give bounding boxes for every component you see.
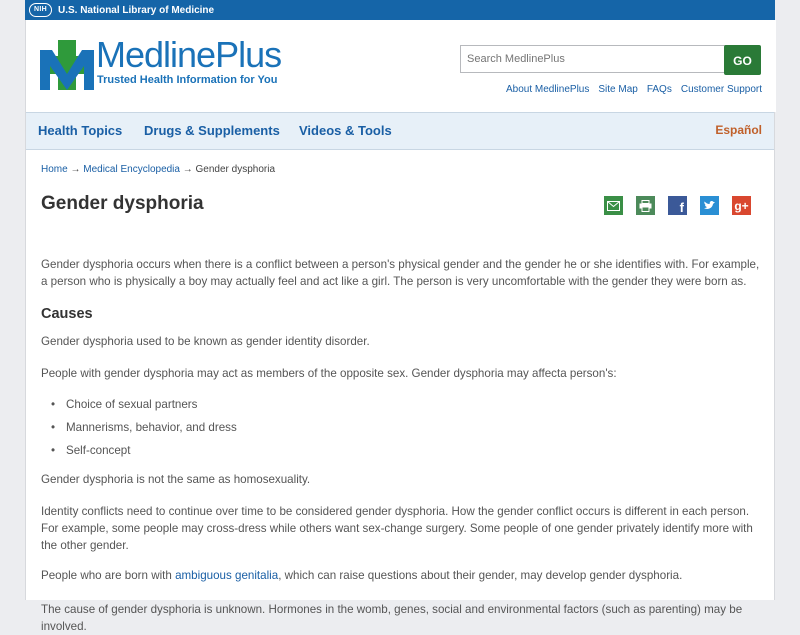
causes-heading: Causes [41, 306, 93, 322]
text: , which can raise questions about their gender, may develop gender dysphoria. [278, 569, 683, 582]
breadcrumb-separator: → [70, 164, 81, 175]
ambiguous-genitalia-link[interactable]: ambiguous genitalia [175, 569, 279, 582]
nlm-label[interactable]: U.S. National Library of Medicine [57, 4, 215, 16]
facebook-icon[interactable]: f [668, 196, 687, 215]
paragraph: The cause of gender dysphoria is unknown. Hormones in the womb, genes, social and environmental factors (such as parenting) may be involved. [41, 603, 743, 633]
nav-videos-tools[interactable]: Videos & Tools [299, 123, 392, 138]
go-button[interactable]: GO [724, 45, 761, 75]
list-item: • Self-concept [41, 442, 237, 465]
search-input[interactable] [460, 45, 726, 73]
paragraph: Gender dysphoria used to be known as gender identity disorder. [41, 335, 370, 348]
site-map-link[interactable]: Site Map [598, 84, 638, 95]
nav-espanol[interactable]: Español [715, 123, 762, 137]
page [25, 20, 775, 633]
faqs-link[interactable]: FAQs [646, 84, 672, 95]
nav-drugs-supplements[interactable]: Drugs & Supplements [144, 123, 280, 138]
intro-paragraph: Gender dysphoria occurs when there is a conflict between a person's physical gender and the gender he or she identifies with. For example, a person who is physically a boy may actually feel and act like a girl. The person is very uncomfortable with the gender they were born as. [41, 258, 760, 288]
email-icon[interactable] [604, 196, 623, 215]
list-item: • Mannerisms, behavior, and dress [41, 419, 237, 442]
paragraph: People with gender dysphoria may act as members of the opposite sex. Gender dysphoria may affecta person's: [41, 367, 617, 380]
nlm-topbar [25, 0, 775, 20]
nav-health-topics[interactable]: Health Topics [38, 123, 123, 138]
breadcrumb-separator: → [182, 164, 193, 175]
breadcrumb [41, 164, 275, 175]
about-link[interactable]: About MedlinePlus [505, 84, 590, 95]
paragraph [41, 567, 761, 584]
customer-support-link[interactable]: Customer Support [680, 84, 762, 95]
affected-list [41, 396, 237, 465]
page-title: Gender dysphoria [41, 193, 204, 214]
logo-tagline: Trusted Health Information for You [97, 74, 278, 86]
google-plus-icon[interactable]: g+ [732, 196, 751, 215]
paragraph: Gender dysphoria is not the same as homosexuality. [41, 473, 311, 486]
breadcrumb-current: Gender dysphoria [195, 164, 276, 175]
logo-name[interactable]: MedlinePlus [96, 34, 282, 75]
print-icon[interactable] [636, 196, 655, 215]
list-item: • Choice of sexual partners [41, 396, 237, 419]
nih-logo[interactable]: NIH [29, 3, 52, 17]
main-nav [26, 112, 774, 150]
share-icons [604, 196, 751, 215]
text: People who are born with [41, 569, 176, 582]
utility-links [506, 84, 762, 95]
paragraph: Identity conflicts need to continue over time to be considered gender dysphoria. How the gender conflict occurs is different in each person. For example, some people may cross-dress while others want sex-change surgery. Some people of one gender privately identify more with the other gender. [41, 505, 753, 552]
breadcrumb-home[interactable]: Home [41, 164, 68, 175]
breadcrumb-encyclopedia[interactable]: Medical Encyclopedia [83, 164, 180, 175]
site-header [26, 20, 776, 112]
twitter-icon[interactable] [700, 196, 719, 215]
